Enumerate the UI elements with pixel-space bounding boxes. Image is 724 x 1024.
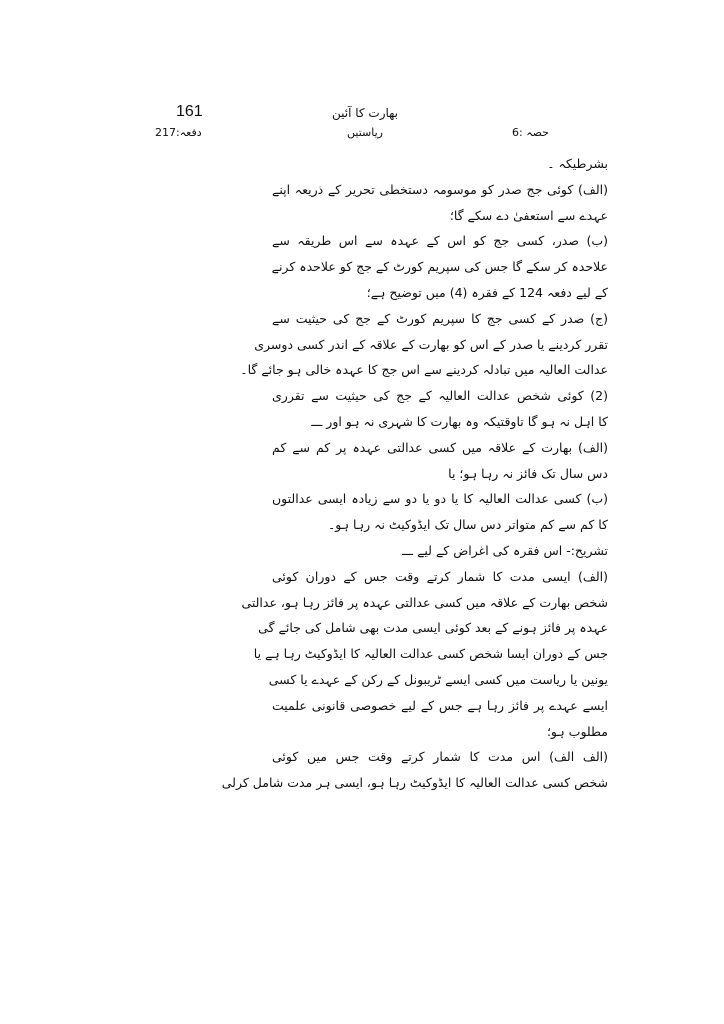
text-line: (الف) کوئی جج صدر کو موسومہ دستخطی تحریر کے ذریعہ اپنے [272, 181, 608, 197]
text-line: عدالت العالیہ میں تبادلہ کردینے سے اس جج کا عہدہ خالی ہو جائے گا۔ [240, 362, 608, 378]
text-line: مطلوب ہو؛ [546, 723, 608, 739]
text-line: بشرطیکہ ۔ [547, 156, 608, 171]
text-line: (2) کوئی شخص عدالت العالیہ کے جج کی حیثیت سے تقرری [272, 388, 608, 404]
text-line: (الف الف) اس مدت کا شمار کرتے وقت جس میں کوئی [272, 749, 608, 765]
text-line: (ب) کسی عدالت العالیہ کا یا دو یا دو سے زیادہ ایسی عدالتوں [272, 491, 608, 507]
body-text [221, 151, 608, 796]
part-number: حصہ :6 [512, 126, 549, 139]
text-line: عہدے سے استعفیٰ دے سکے گا؛ [449, 207, 608, 223]
text-line: علاحدہ کر سکے گا جس کی سپریم کورٹ کے جج کو علاحدہ کرنے [271, 259, 608, 275]
article-number: دفعہ:217 [155, 126, 202, 139]
text-line: عہدہ پر فائز ہونے کے بعد کوئی ایسی مدت بھی شامل کی جائے گی [258, 620, 608, 636]
text-line: جس کے دوران ایسا شخص کسی عدالت العالیہ کا ایڈوکیٹ رہا ہے یا [253, 646, 608, 662]
text-line: ایسے عہدے پر فائز رہا ہے جس کے لیے خصوصی قانونی علمیت [272, 697, 608, 713]
text-line: (الف) بھارت کے علاقہ میں کسی عدالتی عہدہ پر کم سے کم [272, 439, 608, 455]
section-subtitle: ریاستیں [347, 126, 383, 139]
text-line: کا کم سے کم متواتر دس سال تک ایڈوکیٹ نہ رہا ہو۔ [327, 517, 608, 533]
text-line: شخص کسی عدالت العالیہ کا ایڈوکیٹ رہا ہو، ایسی ہر مدت شامل کرلی [221, 775, 608, 791]
text-line: شخص بھارت کے علاقہ میں کسی عدالتی عہدہ پر فائز رہا ہو، عدالتی [241, 594, 608, 610]
book-title: بھارت کا آئین [331, 106, 399, 120]
text-line: دس سال تک فائز نہ رہا ہو؛ یا [448, 465, 608, 481]
text-line: (الف) ایسی مدت کا شمار کرتے وقت جس کے دوران کوئی [272, 568, 608, 584]
page-number: 161 [176, 103, 203, 120]
text-line: تقرر کردینے یا صدر کے اس کو بھارت کے علاقہ کے اندر کسی دوسری [254, 336, 608, 352]
text-line: یونین یا ریاست میں کسی ایسے ٹریبونل کے رکن کے عہدے یا کسی [268, 671, 608, 687]
text-line: کے لیے دفعہ 124 کے فقرہ (4) میں توضیح ہے؛ [366, 284, 608, 300]
text-line: (ج) صدر کے کسی جج کا سپریم کورٹ کے جج کی حیثیت سے [272, 310, 608, 326]
text-line: (ب) صدر، کسی جج کو اس کے عہدہ سے اس طریقہ سے [272, 233, 608, 249]
text-line: کا اہل نہ ہو گا تاوقتیکہ وہ بھارت کا شہری نہ ہو اور ـــ [311, 413, 608, 429]
text-line: تشریح:- اس فقرہ کی اغراض کے لیے ـــ [402, 542, 608, 558]
